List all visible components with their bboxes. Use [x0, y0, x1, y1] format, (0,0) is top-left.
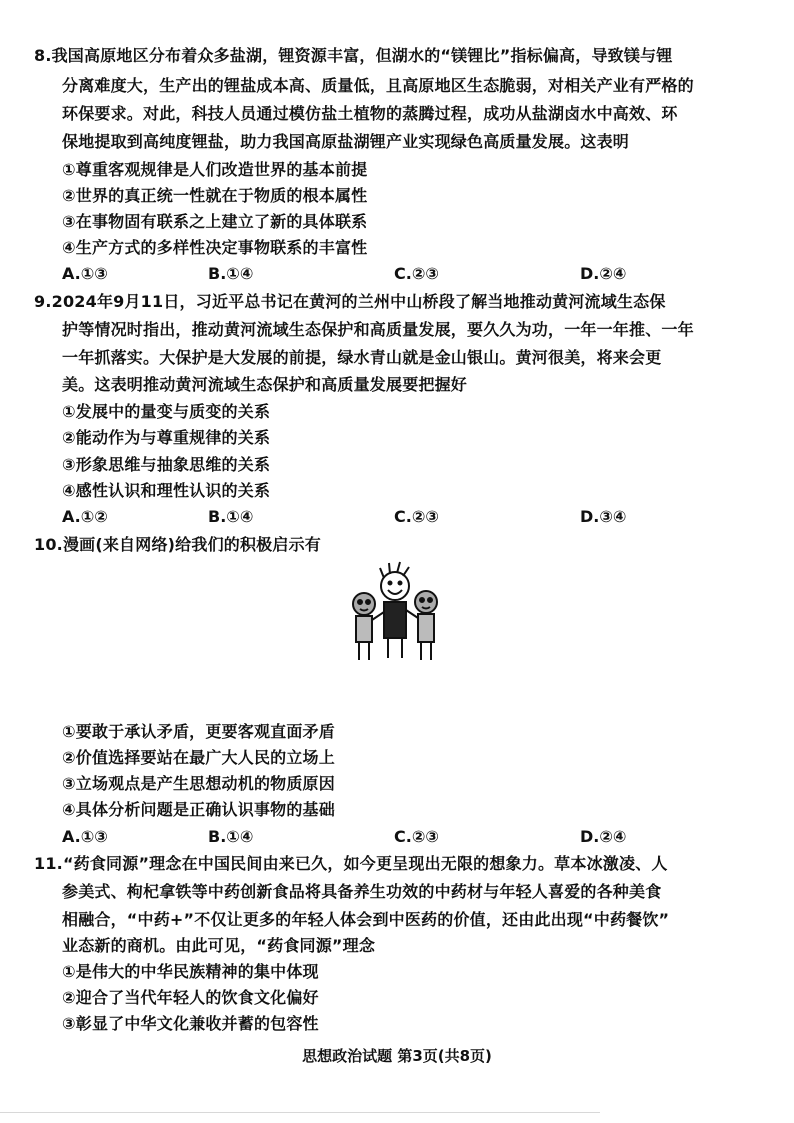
q11-stem-line-3: 相融合，“中药+”不仅让更多的年轻人体会到中医药的价值，还由此出现“中药餐饮”	[62, 910, 670, 929]
q10-option-d: D.②④	[580, 827, 627, 846]
q8-stem-line-2: 分离难度大，生产出的锂盐成本高、质量低，且高原地区生态脆弱，对相关产业有严格的	[62, 76, 694, 95]
q8-stem-line-4: 保地提取到高纯度锂盐，助力我国高原盐湖锂产业实现绿色高质量发展。这表明	[62, 132, 630, 151]
q9-statement-3: ③形象思维与抽象思维的关系	[62, 455, 271, 474]
q8-option-d: D.②④	[580, 264, 627, 283]
q9-option-a: A.①②	[62, 507, 108, 526]
q10-statement-2: ②价值选择要站在最广大人民的立场上	[62, 748, 335, 767]
q8-option-c: C.②③	[394, 264, 439, 283]
q9-option-d: D.③④	[580, 507, 627, 526]
bottom-divider	[0, 1112, 600, 1113]
q11-stem-line-1: 11.“药食同源”理念在中国民间由来已久，如今更呈现出无限的想象力。草本冰激凌、人	[34, 854, 668, 873]
cartoon-illustration	[340, 560, 450, 665]
q9-stem-line-1: 9.2024年9月11日，习近平总书记在黄河的兰州中山桥段了解当地推动黄河流域生态保	[34, 292, 666, 311]
q10-option-b: B.①④	[208, 827, 254, 846]
q9-statement-4: ④感性认识和理性认识的关系	[62, 481, 271, 500]
q11-statement-1: ①是伟大的中华民族精神的集中体现	[62, 962, 319, 981]
q8-option-b: B.①④	[208, 264, 254, 283]
q8-stem-line-3: 环保要求。对此，科技人员通过模仿盐土植物的蒸腾过程，成功从盐湖卤水中高效、环	[62, 104, 678, 123]
q10-option-c: C.②③	[394, 827, 439, 846]
q11-stem-line-2: 参美式、枸杞拿铁等中药创新食品将具备养生功效的中药材与年轻人喜爱的各种美食	[62, 882, 662, 901]
q8-stem-line-1: 8.我国高原地区分布着众多盐湖，锂资源丰富，但湖水的“镁锂比”指标偏高，导致镁与锂	[34, 46, 673, 65]
q8-statement-1: ①尊重客观规律是人们改造世界的基本前提	[62, 160, 368, 179]
q9-option-c: C.②③	[394, 507, 439, 526]
q8-statement-3: ③在事物固有联系之上建立了新的具体联系	[62, 212, 368, 231]
q11-statement-2: ②迎合了当代年轻人的饮食文化偏好	[62, 988, 319, 1007]
q9-stem-line-4: 美。这表明推动黄河流域生态保护和高质量发展要把握好	[62, 375, 468, 394]
q9-option-b: B.①④	[208, 507, 254, 526]
q8-option-a: A.①③	[62, 264, 108, 283]
q8-statement-4: ④生产方式的多样性决定事物联系的丰富性	[62, 238, 368, 257]
q10-statement-1: ①要敢于承认矛盾，更要客观直面矛盾	[62, 722, 335, 741]
q11-stem-line-4: 业态新的商机。由此可见，“药食同源”理念	[62, 936, 376, 955]
cartoon-image	[340, 560, 450, 665]
q11-statement-3: ③彰显了中华文化兼收并蓄的包容性	[62, 1014, 319, 1033]
q10-option-a: A.①③	[62, 827, 108, 846]
q9-statement-1: ①发展中的量变与质变的关系	[62, 402, 271, 421]
page-footer: 思想政治试题 第3页(共8页)	[302, 1047, 492, 1065]
q8-statement-2: ②世界的真正统一性就在于物质的根本属性	[62, 186, 368, 205]
q10-stem-line-1: 10.漫画(来自网络)给我们的积极启示有	[34, 535, 321, 554]
q10-statement-4: ④具体分析问题是正确认识事物的基础	[62, 800, 335, 819]
q9-statement-2: ②能动作为与尊重规律的关系	[62, 428, 271, 447]
q9-stem-line-3: 一年抓落实。大保护是大发展的前提，绿水青山就是金山银山。黄河很美，将来会更	[62, 348, 662, 367]
q9-stem-line-2: 护等情况时指出，推动黄河流域生态保护和高质量发展，要久久为功，一年一年推、一年	[62, 320, 694, 339]
q10-statement-3: ③立场观点是产生思想动机的物质原因	[62, 774, 335, 793]
